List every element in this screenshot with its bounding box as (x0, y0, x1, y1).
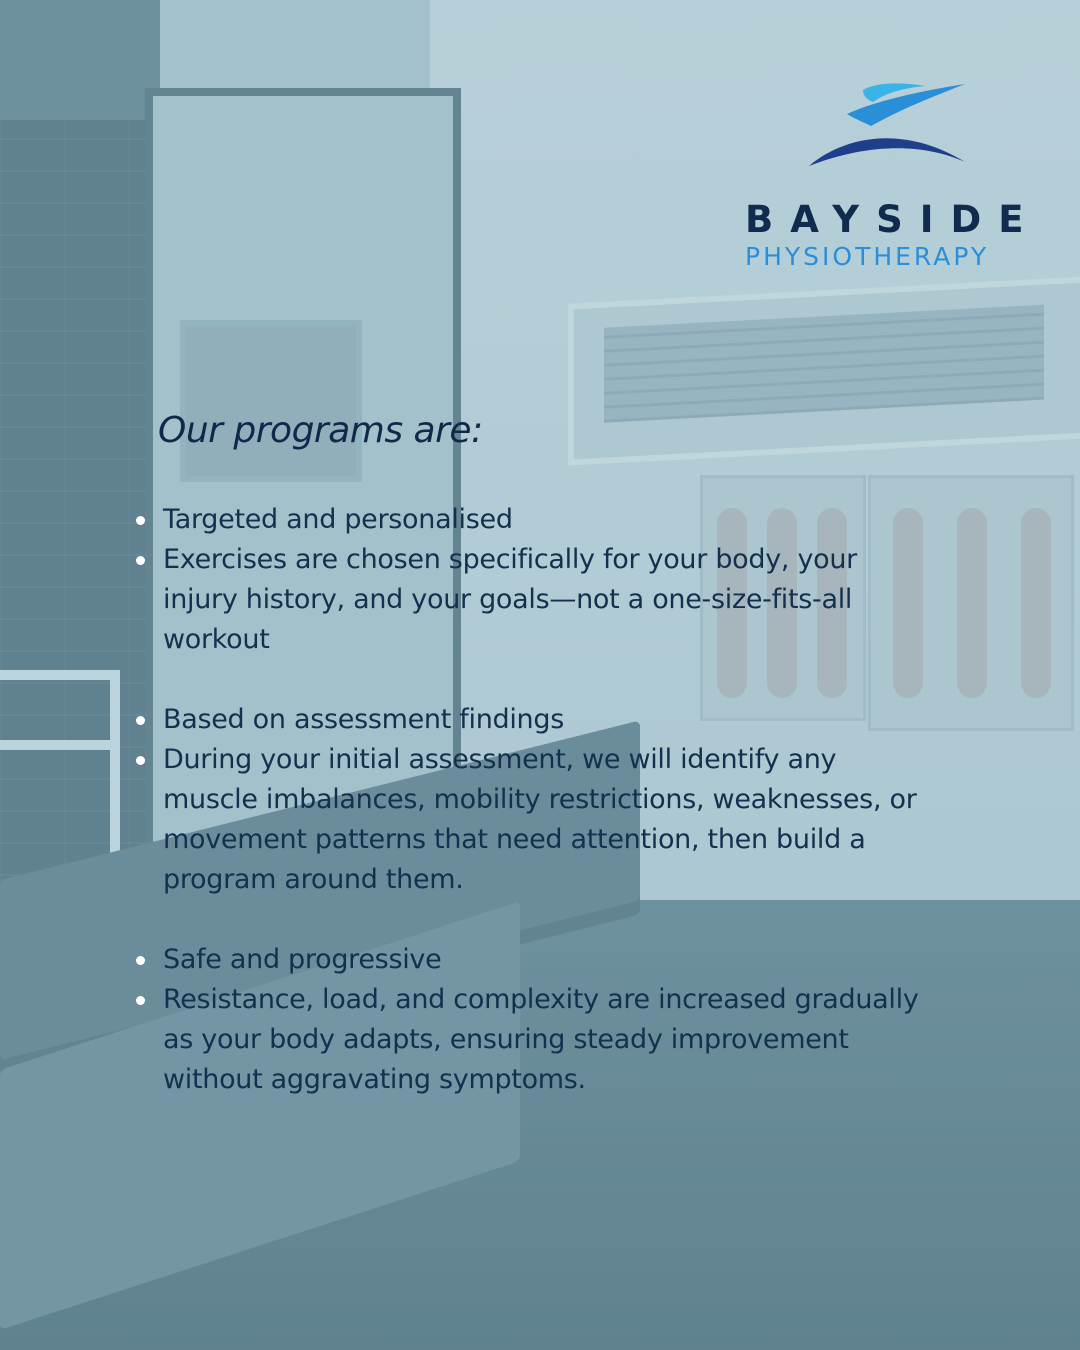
program-features-list (132, 500, 932, 1100)
list-item: Exercises are chosen specifically for your body, your injury history, and your goals—not a one-size-fits-all workout (132, 540, 932, 660)
list-item: During your initial assessment, we will identify any muscle imbalances, mobility restrictions, weaknesses, or movement patterns that need attention, then build a program around them. (132, 740, 932, 900)
list-item: Resistance, load, and complexity are increased gradually as your body adapts, ensuring steady improvement without aggravating symptoms. (132, 980, 932, 1100)
list-item: Based on assessment findings (132, 700, 932, 740)
list-item: Targeted and personalised (132, 500, 932, 540)
brand-name: BAYSIDE (745, 198, 1041, 241)
swoosh-logo-icon (807, 80, 967, 170)
list-item: Safe and progressive (132, 940, 932, 980)
brand-subtitle: PHYSIOTHERAPY (745, 242, 990, 271)
brand-logo (745, 80, 1041, 271)
page-title: Our programs are: (158, 410, 483, 451)
